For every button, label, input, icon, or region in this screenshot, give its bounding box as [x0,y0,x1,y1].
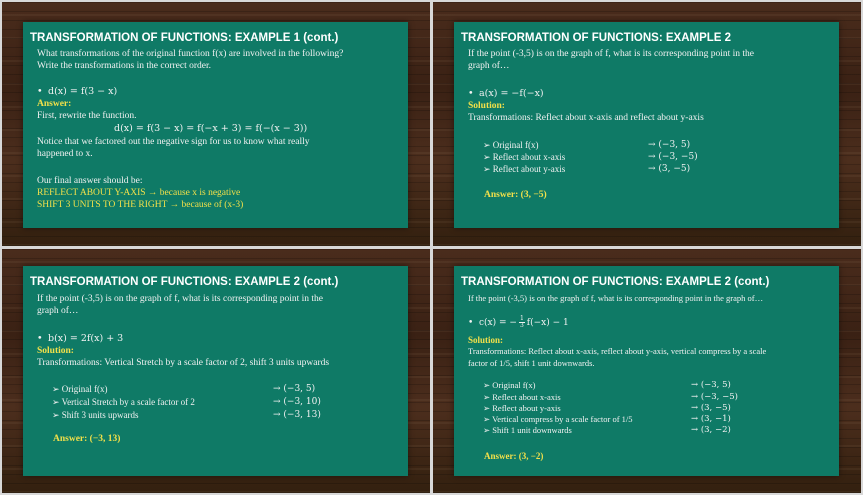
final-answer: Answer: (3, −5) [484,190,547,200]
bullet-expression: • d(x) = f(3 − x) [37,86,118,97]
step-label: ➢ Original f(x) [483,140,539,150]
chalkboard [23,266,408,476]
step-label: ➢ Reflect about x-axis [483,392,561,402]
step-label: ➢ Original f(x) [483,380,536,390]
final-line: Our final answer should be: [37,176,143,186]
question-line-1: If the point (-3,5) is on the graph of f, what is its corresponding point in the [468,49,755,59]
step-label: ➢ Original f(x) [52,384,108,394]
question-line-2: Write the transformations in the correct order. [37,61,211,71]
chalkboard [454,22,839,228]
question-line-2: graph of… [37,306,79,316]
step-point: → (−3, 10) [273,397,321,407]
chalkboard [23,22,408,228]
slide-example-2-cont-b [2,249,430,493]
step-point: → (3, −2) [691,425,731,435]
step-label: ➢ Reflect about x-axis [483,152,566,162]
question-line-2: graph of… [468,61,510,71]
fraction-denominator: 3 [519,322,524,329]
transformations-line-1: Transformations: Reflect about x-axis, reflect about y-axis, vertical compress by a scale [468,346,767,356]
solution-label: Solution: [468,335,504,345]
expression-text: a(x) = −f(−x) [479,88,544,99]
bullet-expression: • b(x) = 2f(x) + 3 [37,333,124,344]
transformations-line: Transformations: Vertical Stretch by a scale factor of 2, shift 3 units upwards [37,358,330,368]
step-label: ➢ Shift 1 unit downwards [483,425,572,435]
step-label: ➢ Reflect about y-axis [483,164,566,174]
rewrite-expression: d(x) = f(3 − x) = f(−x + 3) = f(−(x − 3)) [114,123,308,134]
slide-example-1-cont [2,2,430,246]
final-answer: Answer: (−3, 13) [53,434,121,444]
step-label: ➢ Shift 3 units upwards [52,410,139,420]
step-point: → (−3, −5) [691,392,738,402]
transformations-line: Transformations: Reflect about x-axis and reflect about y-axis [468,113,704,123]
chalkboard [454,266,839,476]
bullet-expression: • a(x) = −f(−x) [468,88,544,99]
answer-label: Answer: [37,99,72,109]
step-point: → (−3, 5) [691,380,731,390]
slide-title: TRANSFORMATION OF FUNCTIONS: EXAMPLE 1 (cont.) [30,32,339,44]
step-label: ➢ Reflect about y-axis [483,403,561,413]
step-point: → (3, −1) [691,414,731,424]
notice-line-1: Notice that we factored out the negative sign for us to know what really [37,137,310,147]
final-answer-line-1: REFLECT ABOUT Y-AXIS → because x is negative [37,188,241,198]
fraction-numerator: 1 [519,315,524,322]
bullet-expression: • c(x) = − $\frac{1}{3}$ f(−x) − 1 [468,315,569,329]
expression-end: f(−x) − 1 [526,317,569,328]
step-point: → (−3, 13) [273,410,321,420]
transformations-line-2: factor of 1/5, shift 1 unit downwards. [468,358,595,368]
expression-text: b(x) = 2f(x) + 3 [48,333,124,344]
solution-label: Solution: [37,346,74,356]
slide-example-2 [433,2,861,246]
question-line-1: If the point (-3,5) is on the graph of f, what is its corresponding point in the graph of… [468,293,764,303]
step-point: → (3, −5) [691,403,731,413]
step-point: → (3, −5) [648,164,691,174]
question-line-1: What transformations of the original function f(x) are involved in the following? [37,49,344,59]
step-label: ➢ Vertical Stretch by a scale factor of 2 [52,397,195,407]
slide-title: TRANSFORMATION OF FUNCTIONS: EXAMPLE 2 [461,32,732,44]
step-point: → (−3, −5) [648,152,698,162]
slide-example-2-cont-c [433,249,861,493]
step-point: → (−3, 5) [273,384,316,394]
expression-start: c(x) = − [479,317,517,328]
first-line: First, rewrite the function. [37,111,137,121]
slide-title: TRANSFORMATION OF FUNCTIONS: EXAMPLE 2 (cont.) [461,276,770,288]
fraction [519,316,525,329]
step-point: → (−3, 5) [648,140,691,150]
step-label: ➢ Vertical compress by a scale factor of 1/5 [483,414,633,424]
expression-text: d(x) = f(3 − x) [48,86,118,97]
slide-title: TRANSFORMATION OF FUNCTIONS: EXAMPLE 2 (cont.) [30,276,339,288]
final-answer: Answer: (3, −2) [484,451,544,461]
question-line-1: If the point (-3,5) is on the graph of f, what is its corresponding point in the [37,294,324,304]
notice-line-2: happened to x. [37,149,93,159]
solution-label: Solution: [468,101,505,111]
final-answer-line-2: SHIFT 3 UNITS TO THE RIGHT → because of (x-3) [37,200,244,210]
